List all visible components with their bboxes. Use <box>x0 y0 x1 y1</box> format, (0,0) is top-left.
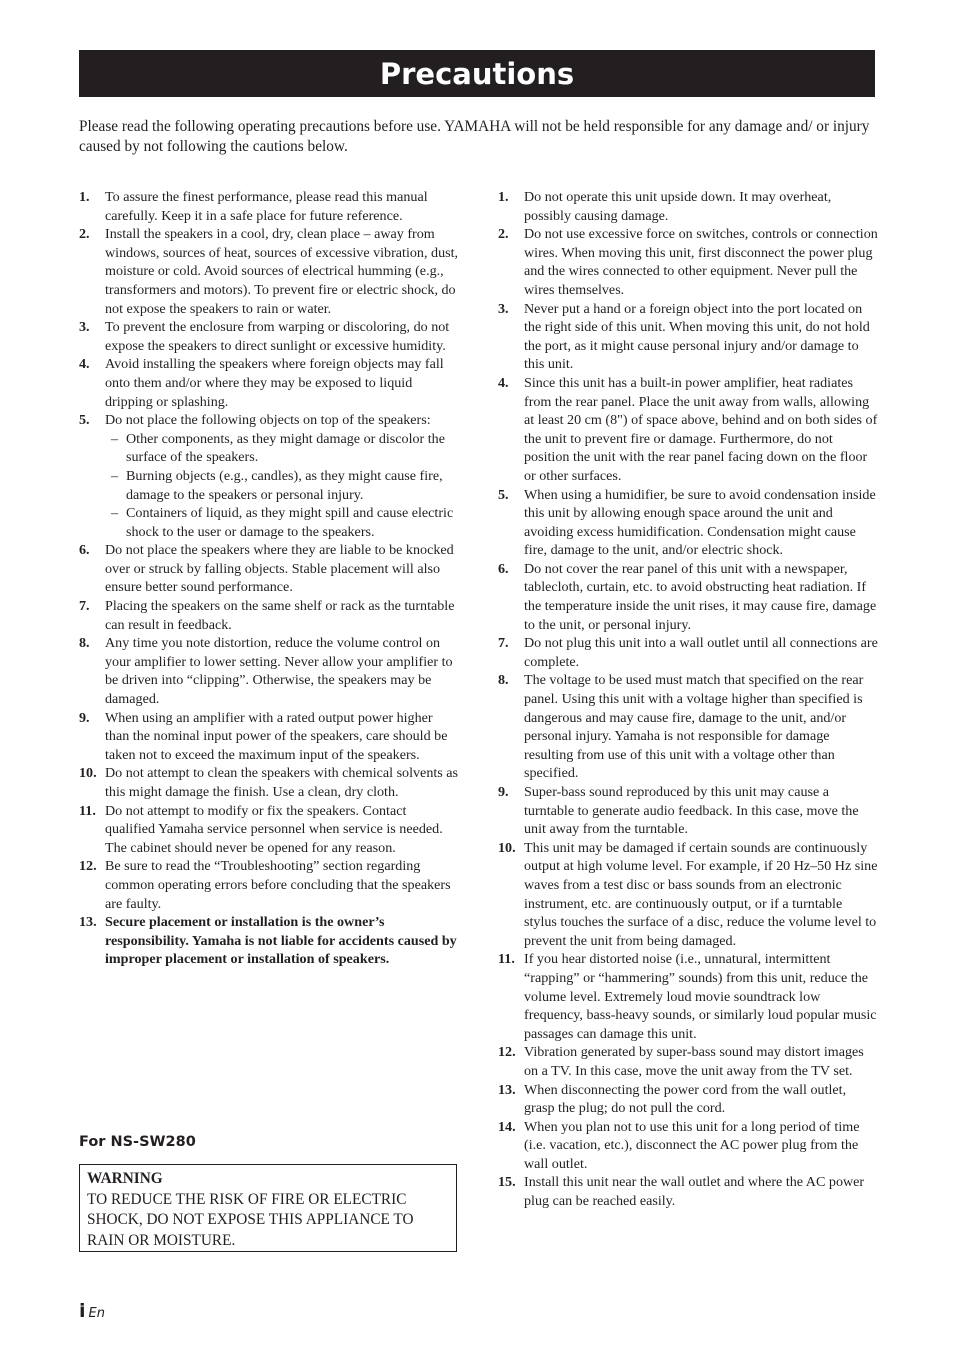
item-number: 15. <box>498 1174 516 1191</box>
item-text: Placing the speakers on the same shelf or rack as the turntable can result in feedback. <box>105 598 455 633</box>
item-text: Any time you note distortion, reduce the volume control on your amplifier to lower setting. Never allow your amplifier to be driven into “clipping”. Otherwise, the speakers may be damaged. <box>105 635 453 708</box>
list-item <box>498 1043 878 1080</box>
list-item <box>498 374 878 486</box>
list-item <box>498 671 878 783</box>
item-number: 4. <box>498 374 509 391</box>
warning-box <box>79 1164 457 1252</box>
list-item <box>498 783 878 839</box>
item-number: 11. <box>498 951 515 968</box>
item-text: This unit may be damaged if certain sounds are continuously output at high volume level. For example, if 20 Hz–50 Hz sine waves from a test disc or bass sounds from an electronic instrument, etc. are continuously output, or if a turntable stylus touches the surface of a disc, reduce the volume level to prevent the unit from being damaged. <box>524 839 878 949</box>
item-text: The voltage to be used must match that specified on the rear panel. Using this unit with a voltage higher than specified is dangerous and may cause fire, damage to the unit, and/or personal injury. Yamaha is not responsible for damage resulting from use of this unit with a voltage other than specified. <box>524 672 864 782</box>
warning-title: WARNING <box>87 1170 163 1187</box>
item-text: When disconnecting the power cord from the wall outlet, grasp the plug; do not pull the cord. <box>524 1081 847 1117</box>
list-item <box>79 188 459 225</box>
right-precautions-list <box>498 188 878 1211</box>
sub-list-item <box>105 467 459 504</box>
list-item <box>79 764 459 801</box>
item-number: 6. <box>79 542 90 559</box>
list-item <box>79 355 459 411</box>
intro-paragraph: Please read the following operating precautions before use. YAMAHA will not be held responsible for any damage and/ or injury caused by not following the cautions below. <box>79 118 870 155</box>
item-number: 7. <box>498 635 509 652</box>
list-item <box>498 1173 878 1210</box>
sub-list <box>105 430 459 542</box>
sub-item-text: Containers of liquid, as they might spill and cause electric shock to the user or damage to the speakers. <box>126 505 454 540</box>
item-text: Secure placement or installation is the owner’s responsibility. Yamaha is not liable for accidents caused by improper placement or installation of speakers. <box>105 914 457 968</box>
item-text: To prevent the enclosure from warping or discoloring, do not expose the speakers to direct sunlight or excessive humidity. <box>105 319 450 354</box>
item-text: Do not plug this unit into a wall outlet until all connections are complete. <box>524 635 878 670</box>
item-text: Super-bass sound reproduced by this unit may cause a turntable to generate audio feedback. In this case, move the unit away from the turntable. <box>524 784 859 838</box>
item-number: 5. <box>498 486 509 503</box>
item-number: 7. <box>79 598 90 615</box>
list-item <box>79 225 459 318</box>
item-text: Be sure to read the “Troubleshooting” section regarding common operating errors before concluding that the speakers are faulty. <box>105 858 451 912</box>
item-number: 9. <box>79 709 90 726</box>
page-language: En <box>88 1306 105 1321</box>
item-text: Since this unit has a built-in power amplifier, heat radiates from the rear panel. Place the unit away from walls, allowing at least 20 cm (8") of space above, behind and on both sides of the unit to prevent fire or damage. Furthermore, do not position the unit with the rear panel facing down on the floor or other surfaces. <box>524 374 878 484</box>
item-number: 13. <box>498 1081 516 1098</box>
item-text: Never put a hand or a foreign object into the port located on the right side of this unit. When moving this unit, do not hold the port, as it might cause personal injury and/or damage to this unit. <box>524 300 870 373</box>
list-item <box>79 541 459 597</box>
item-number: 6. <box>498 560 509 577</box>
dash-bullet: – <box>111 505 119 522</box>
warning-body: TO REDUCE THE RISK OF FIRE OR ELECTRIC SHOCK, DO NOT EXPOSE THIS APPLIANCE TO RAIN OR MOISTURE. <box>87 1190 414 1249</box>
item-number: 8. <box>498 672 509 689</box>
list-item <box>498 950 878 1043</box>
item-text: Do not attempt to modify or fix the speakers. Contact qualified Yamaha service personnel when service is needed. The cabinet should never be opened for any reason. <box>105 802 443 856</box>
section-heading: For NS-SW280 <box>79 1134 196 1150</box>
item-number: 9. <box>498 784 509 800</box>
list-item <box>79 802 459 858</box>
sub-item-text: Burning objects (e.g., candles), as they might cause fire, damage to the speakers or personal injury. <box>126 467 443 503</box>
page-number: i <box>79 1300 86 1322</box>
left-column <box>79 188 459 969</box>
item-text: When using an amplifier with a rated output power higher than the nominal input power of the speakers, care should be taken not to exceed the maximum input of the speakers. <box>105 709 448 763</box>
left-precautions-list <box>79 188 459 969</box>
list-item <box>79 597 459 634</box>
item-text: If you hear distorted noise (i.e., unnatural, intermittent “rapping” or “hammering” sounds) from this unit, reduce the volume level. Extremely loud movie soundtrack low frequency, bass-heavy sounds, or similarly loud popular music passages can damage this unit. <box>524 951 877 1042</box>
title-bar <box>79 50 875 97</box>
item-number: 5. <box>79 412 90 429</box>
item-number: 10. <box>498 839 516 856</box>
list-item <box>79 857 459 913</box>
list-item <box>498 486 878 560</box>
list-item <box>498 188 878 225</box>
list-item <box>498 634 878 671</box>
item-number: 8. <box>79 635 90 652</box>
item-number: 12. <box>498 1044 516 1061</box>
list-item <box>79 318 459 355</box>
item-text: Do not use excessive force on switches, controls or connection wires. When moving this unit, first disconnect the power plug and the wires connected to other equipment. Never pull the wires themselves. <box>524 226 878 298</box>
dash-bullet: – <box>111 467 119 484</box>
sub-list-item <box>105 504 459 541</box>
item-number: 3. <box>79 319 90 336</box>
item-text: When using a humidifier, be sure to avoid condensation inside this unit by allowing enough space around the unit and avoiding excess humidification. Condensation might cause fire, damage to the unit, and/or electric shock. <box>524 486 876 559</box>
item-number: 2. <box>498 226 509 243</box>
item-number: 11. <box>79 802 96 819</box>
item-number: 14. <box>498 1118 516 1135</box>
item-number: 12. <box>79 858 97 875</box>
list-item <box>498 1118 878 1174</box>
list-item <box>498 560 878 634</box>
item-number: 1. <box>498 189 509 205</box>
item-number: 1. <box>79 189 90 205</box>
item-text: Do not place the following objects on top of the speakers: <box>105 412 431 429</box>
item-number: 2. <box>79 226 90 243</box>
page-footer <box>79 1300 105 1322</box>
right-column <box>498 188 878 1211</box>
item-number: 13. <box>79 914 97 931</box>
list-item <box>498 225 878 299</box>
item-text: Do not place the speakers where they are liable to be knocked over or struck by falling objects. Stable placement will also ensure better sound performance. <box>105 542 454 596</box>
sub-list-item <box>105 430 459 467</box>
item-text: Install the speakers in a cool, dry, clean place – away from windows, sources of heat, sources of excessive vibration, dust, moisture or cold. Avoid sources of electrical humming (e.g., transformers and motors). To prevent fire or electric shock, do not expose the speakers to rain or water. <box>105 226 459 317</box>
item-text: Avoid installing the speakers where foreign objects may fall onto them and/or where they may be exposed to liquid dripping or splashing. <box>105 356 444 410</box>
item-text: Install this unit near the wall outlet and where the AC power plug can be reached easily. <box>524 1174 865 1210</box>
page-title: Precautions <box>379 56 575 91</box>
list-item <box>498 1081 878 1118</box>
item-number: 3. <box>498 300 509 317</box>
sub-item-text: Other components, as they might damage or discolor the surface of the speakers. <box>126 430 445 466</box>
dash-bullet: – <box>111 430 119 447</box>
item-text: Do not operate this unit upside down. It may overheat, possibly causing damage. <box>524 189 832 224</box>
item-text: When you plan not to use this unit for a long period of time (i.e. vacation, etc.), disconnect the AC power plug from the wall outlet. <box>524 1118 860 1172</box>
list-item <box>498 839 878 951</box>
list-item <box>79 709 459 765</box>
list-item <box>79 913 459 969</box>
item-text: Do not attempt to clean the speakers with chemical solvents as this might damage the finish. Use a clean, dry cloth. <box>105 765 459 800</box>
item-text: Vibration generated by super-bass sound may distort images on a TV. In this case, move the unit away from the TV set. <box>524 1044 864 1079</box>
list-item <box>79 411 459 541</box>
item-number: 4. <box>79 356 90 373</box>
item-text: To assure the finest performance, please read this manual carefully. Keep it in a safe place for future reference. <box>105 189 428 224</box>
item-number: 10. <box>79 765 97 782</box>
list-item <box>79 634 459 708</box>
item-text: Do not cover the rear panel of this unit with a newspaper, tablecloth, curtain, etc. to avoid obstructing heat radiation. If the temperature inside the unit rises, it may cause fire, damage to the unit, or personal injury. <box>524 560 877 633</box>
list-item <box>498 300 878 374</box>
